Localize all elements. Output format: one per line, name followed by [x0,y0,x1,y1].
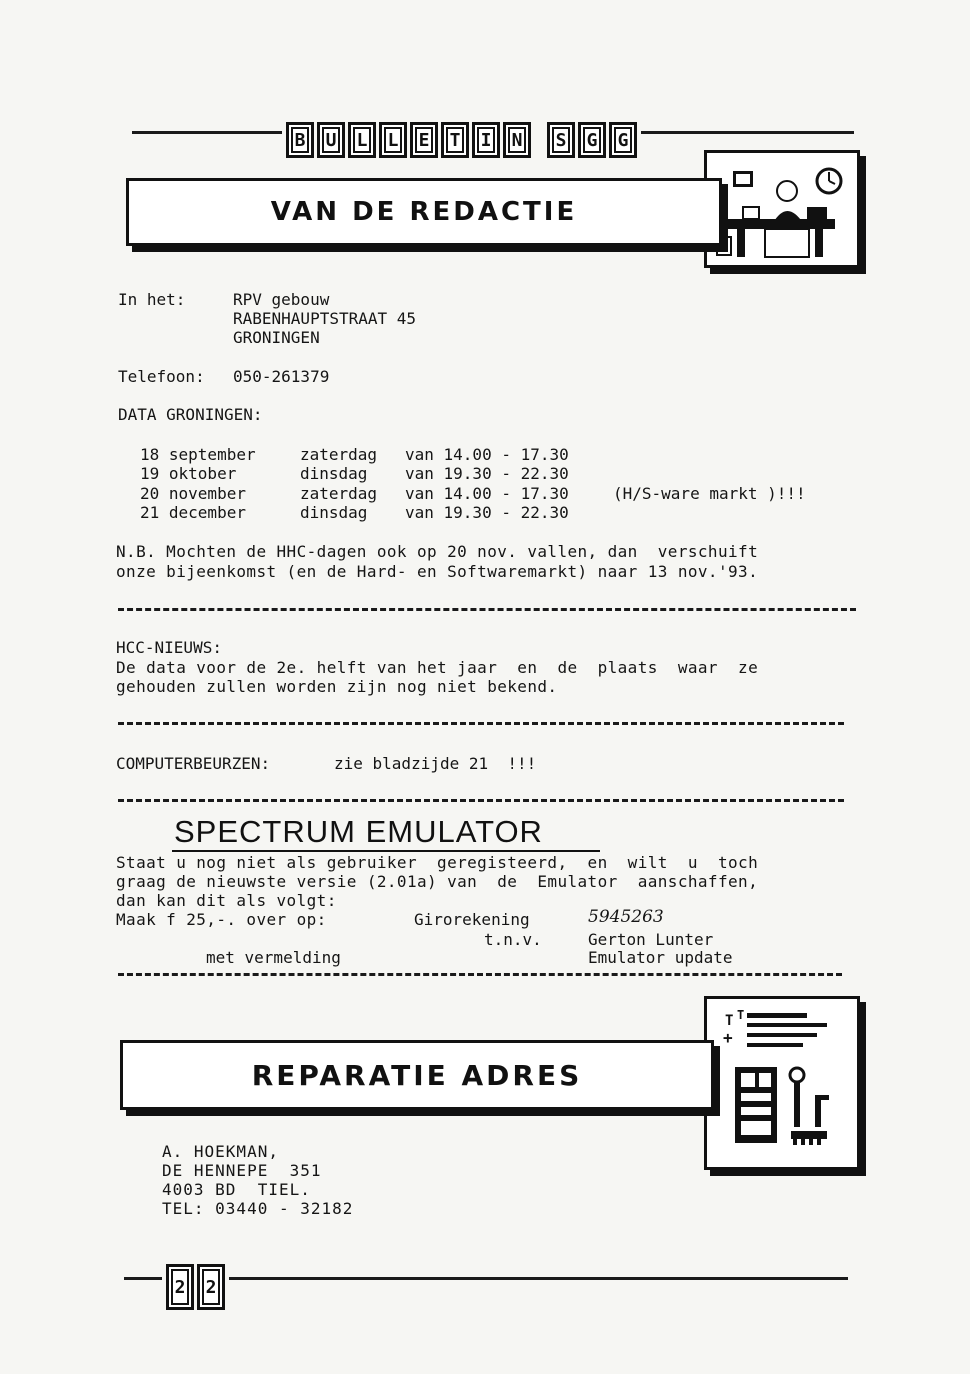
logo-letter: U [317,122,345,158]
page-digit: 2 [166,1264,194,1310]
giro-label: Girorekening [414,910,530,929]
schedule-date: 21 december [140,503,246,522]
footer-rule [124,1277,848,1280]
address-line: 4003 BD TIEL. [162,1180,311,1199]
schedule-time: van 19.30 - 22.30 [405,503,569,522]
hcc-text: gehouden zullen worden zijn nog niet bekend. [116,677,558,696]
logo-letter: L [348,122,376,158]
section-divider [118,973,842,976]
nb-text: onze bijeenkomst (en de Hard- en Softwaremarkt) naar 13 nov.'93. [116,562,759,581]
repair-clipart-box [704,996,860,1170]
reparatie-banner [120,1040,714,1110]
redactie-title: VAN DE REDACTIE [270,197,578,227]
emulator-text: graag de nieuwste versie (2.01a) van de Emulator aanschaffen, [116,872,759,891]
location-line: GRONINGEN [233,328,320,347]
svg-text:T: T [725,1013,734,1029]
reparatie-title: REPARATIE ADRES [251,1058,583,1092]
address-line: A. HOEKMAN, [162,1142,279,1161]
giro-number: 5945263 [588,907,664,927]
schedule-note: (H/S-ware markt )!!! [613,484,806,503]
logo-letter: G [578,122,606,158]
editor-clipart-box [704,150,860,268]
schedule-time: van 14.00 - 17.30 [405,445,569,464]
location-line: RABENHAUPTSTRAAT 45 [233,309,417,328]
page-number [162,1264,229,1310]
beurzen-text: zie bladzijde 21 !!! [334,754,537,773]
schedule-date: 19 oktober [140,464,237,483]
data-groningen-heading: DATA GRONINGEN: [118,405,263,424]
tnv-name: Gerton Lunter [588,930,714,949]
logo-letter: G [609,122,637,158]
logo-letter: B [286,122,314,158]
repair-tools-icon [707,999,857,1167]
redactie-banner [126,178,722,246]
editor-at-desk-icon [707,153,857,265]
nb-text: N.B. Mochten de HHC-dagen ook op 20 nov. vallen, dan verschuift [116,542,759,561]
phone-number: 050-261379 [233,367,330,386]
location-line: RPV gebouw [233,290,330,309]
vermelding-text: Emulator update [588,948,733,967]
schedule-day: dinsdag [300,464,368,483]
bulletin-logo [282,122,641,158]
hcc-heading: HCC-NIEUWS: [116,638,222,657]
address-line: TEL: 03440 - 32182 [162,1199,354,1218]
logo-letter: L [379,122,407,158]
tnv-label: t.n.v. [484,930,542,949]
svg-text:T: T [737,1008,745,1022]
svg-text:+: + [723,1028,733,1047]
hcc-text: De data voor de 2e. helft van het jaar en de plaats waar ze [116,658,759,677]
emulator-text: Staat u nog niet als gebruiker geregisteerd, en wilt u toch [116,853,759,872]
address-line: DE HENNEPE 351 [162,1161,322,1180]
schedule-day: zaterdag [300,484,378,503]
schedule-date: 20 november [140,484,246,503]
page-digit: 2 [197,1264,225,1310]
schedule-day: zaterdag [300,445,378,464]
schedule-date: 18 september [140,445,256,464]
phone-label: Telefoon: [118,367,205,386]
logo-letter: T [441,122,469,158]
logo-letter: N [503,122,531,158]
schedule-day: dinsdag [300,503,368,522]
schedule-time: van 19.30 - 22.30 [405,464,569,483]
beurzen-label: COMPUTERBEURZEN: [116,754,271,773]
section-divider [118,722,844,725]
emulator-title: SPECTRUM EMULATOR [174,814,543,849]
emulator-title-underline [172,850,600,852]
emulator-text: dan kan dit als volgt: [116,891,337,910]
section-divider [118,608,856,611]
section-divider [118,799,844,802]
vermelding-label: met vermelding [206,948,341,967]
schedule-time: van 14.00 - 17.30 [405,484,569,503]
logo-letter: I [472,122,500,158]
logo-letter: E [410,122,438,158]
location-label: In het: [118,290,186,309]
payment-label: Maak f 25,-. over op: [116,910,327,929]
logo-letter: S [547,122,575,158]
